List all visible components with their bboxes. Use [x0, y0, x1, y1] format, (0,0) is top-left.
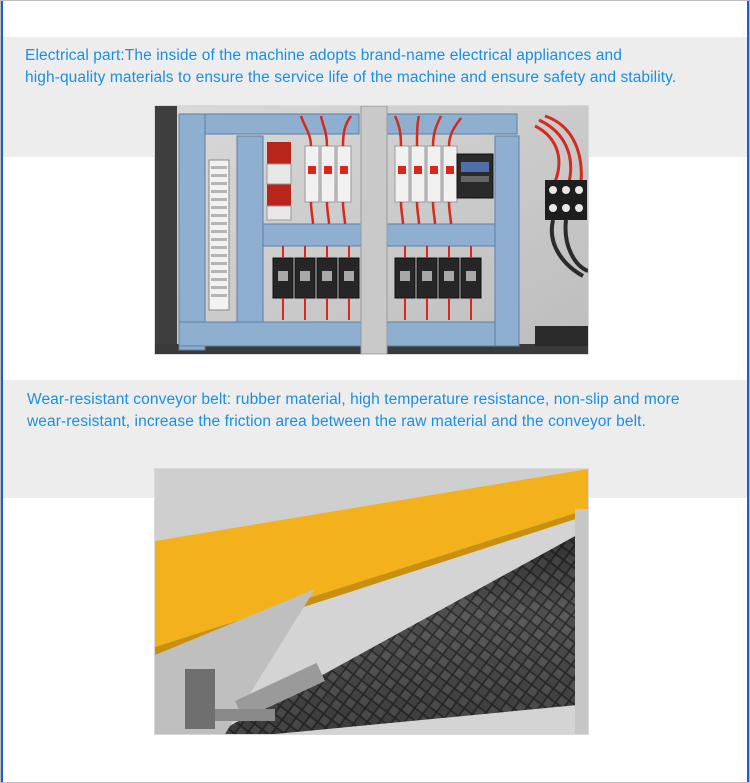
right-border-rule: [747, 1, 749, 782]
caption-electrical-part: [25, 45, 725, 89]
electrical-cabinet-photo: [154, 105, 589, 355]
conveyor-belt-illustration: [155, 469, 588, 734]
caption-line: wear-resistant, increase the friction area between the raw material and the conveyor belt.: [27, 413, 646, 430]
conveyor-belt-photo: [154, 468, 589, 735]
caption-line: Wear-resistant conveyor belt: rubber material, high temperature resistance, non-slip and more: [27, 391, 680, 408]
caption-line: high-quality materials to ensure the service life of the machine and ensure safety and stability.: [25, 69, 677, 86]
caption-line: Electrical part:The inside of the machine adopts brand-name electrical appliances and: [25, 47, 622, 64]
caption-conveyor-belt: [27, 389, 727, 433]
electrical-cabinet-illustration: [155, 106, 588, 354]
